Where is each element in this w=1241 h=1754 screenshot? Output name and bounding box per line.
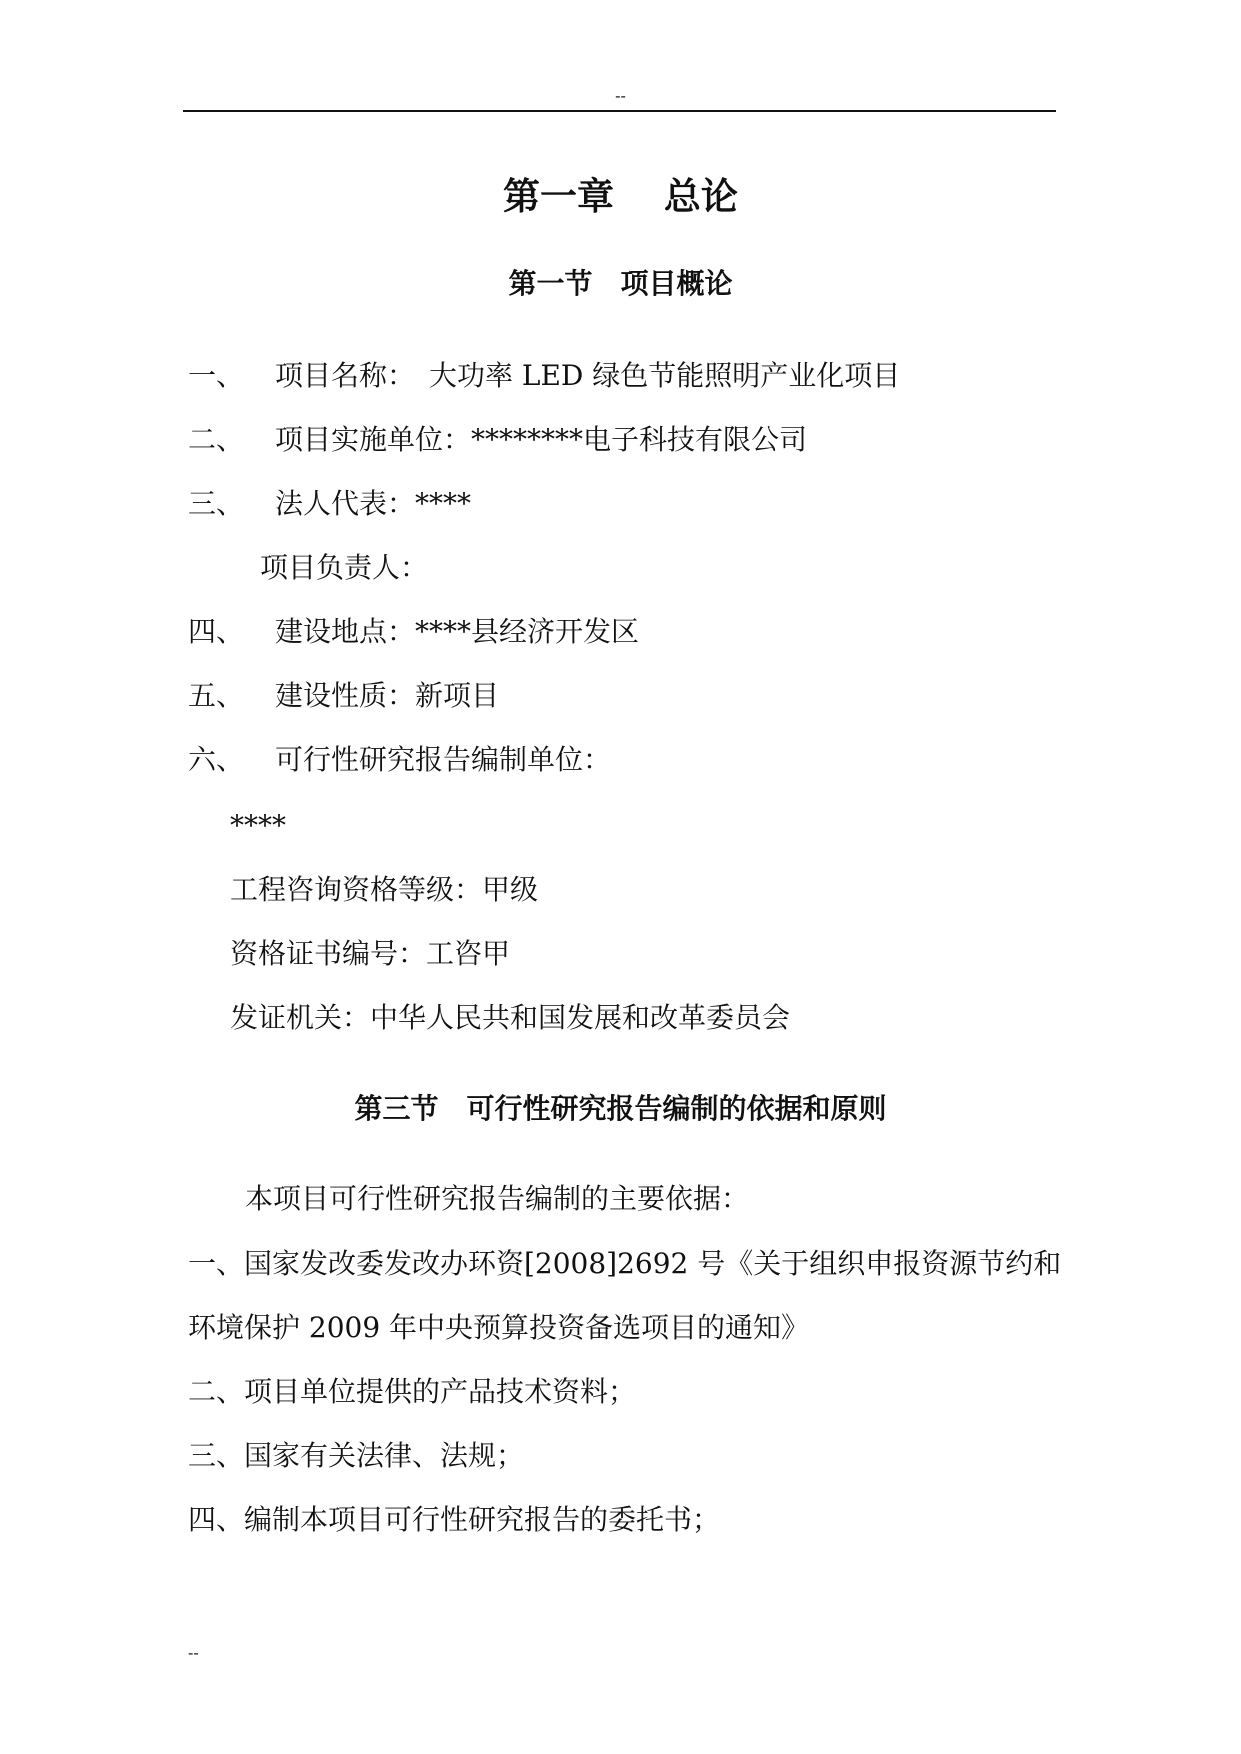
basis-item-1-line-1: 一、国家发改委发改办环资[2008]2692 号《关于组织申报资源节约和 — [188, 1247, 1062, 1280]
basis-item-1-line-2: 环境保护 2009 年中央预算投资备选项目的通知》 — [188, 1311, 810, 1344]
item-project-leader: 项目负责人： — [260, 551, 429, 584]
basis-item-2: 二、项目单位提供的产品技术资料； — [188, 1375, 637, 1408]
section-3-title: 第三节 可行性研究报告编制的依据和原则 — [354, 1092, 887, 1125]
chapter-title: 第一章 总论 — [503, 174, 738, 218]
page-header-mark: -- — [615, 86, 626, 105]
basis-intro: 本项目可行性研究报告编制的主要依据： — [245, 1182, 750, 1215]
item-4-number: 四、 — [188, 615, 245, 648]
item-3-number: 三、 — [188, 487, 245, 520]
item-1-text: 项目名称： 大功率 LED 绿色节能照明产业化项目 — [275, 359, 901, 392]
item-1-number: 一、 — [188, 359, 245, 392]
item-2-text: 项目实施单位：********电子科技有限公司 — [275, 423, 808, 456]
item-6-text: 可行性研究报告编制单位： — [275, 743, 612, 776]
section-1-title: 第一节 项目概论 — [508, 267, 733, 300]
page-footer-mark: -- — [188, 1643, 199, 1662]
unit-certificate-number: 资格证书编号：工咨甲 — [230, 937, 511, 970]
basis-item-4: 四、编制本项目可行性研究报告的委托书； — [188, 1503, 721, 1536]
basis-item-3: 三、国家有关法律、法规； — [188, 1439, 525, 1472]
item-4-text: 建设地点：****县经济开发区 — [275, 615, 640, 648]
item-5-text: 建设性质：新项目 — [275, 679, 500, 712]
unit-issuing-authority: 发证机关：中华人民共和国发展和改革委员会 — [230, 1001, 791, 1034]
item-2-number: 二、 — [188, 423, 245, 456]
item-3-text: 法人代表：**** — [275, 487, 472, 520]
header-rule — [183, 110, 1056, 112]
item-5-number: 五、 — [188, 679, 245, 712]
unit-name: **** — [230, 809, 286, 842]
unit-qualification-level: 工程咨询资格等级：甲级 — [230, 873, 539, 906]
item-6-number: 六、 — [188, 743, 245, 776]
